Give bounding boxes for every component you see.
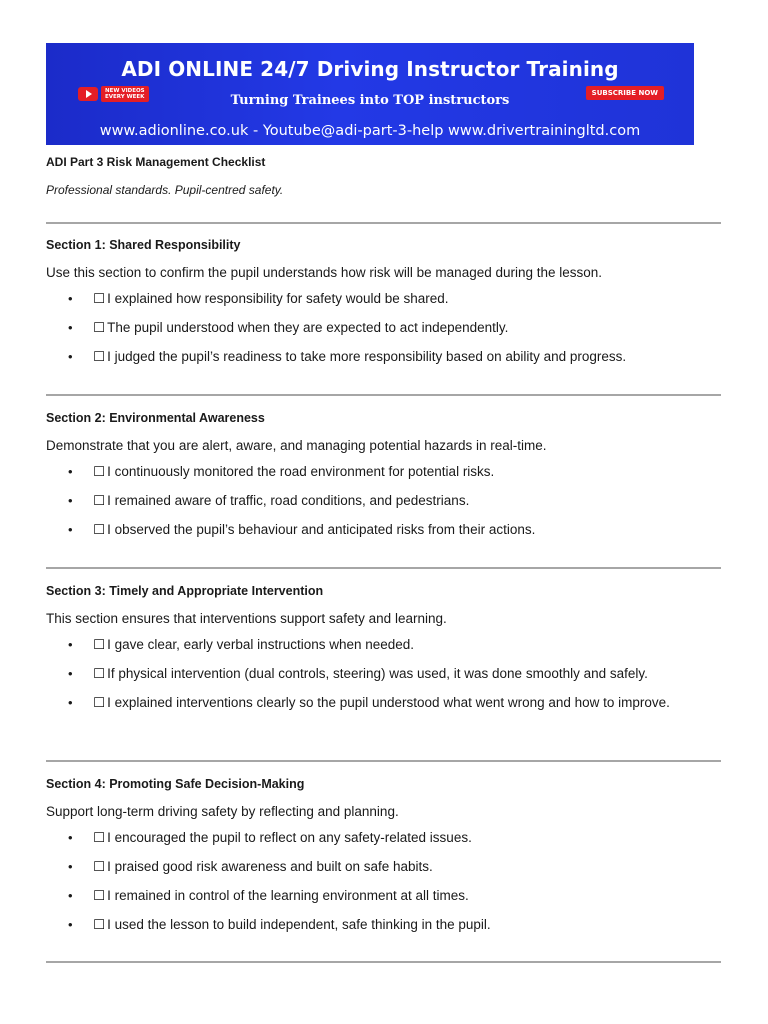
section-4: [46, 777, 721, 944]
item-text: I continuously monitored the road environment for potential risks.: [107, 464, 495, 479]
item-text: I remained in control of the learning environment at all times.: [107, 888, 469, 903]
checkbox-icon[interactable]: ☐: [93, 859, 106, 874]
item-text: I remained aware of traffic, road conditions, and pedestrians.: [107, 493, 470, 508]
section-title: Section 4: Promoting Safe Decision-Making: [46, 777, 305, 791]
list-item: [46, 347, 721, 366]
badge-line-1: NEW VIDEOS: [105, 88, 145, 94]
list-item: [46, 318, 721, 337]
list-item: [46, 491, 721, 510]
section-3: [46, 584, 721, 722]
checklist: [46, 635, 721, 712]
checkbox-icon[interactable]: ☐: [93, 666, 106, 681]
item-text: I observed the pupil’s behaviour and anticipated risks from their actions.: [107, 522, 536, 537]
item-text: I gave clear, early verbal instructions when needed.: [107, 637, 415, 652]
section-1: [46, 238, 721, 376]
item-text: I used the lesson to build independent, safe thinking in the pupil.: [107, 917, 491, 932]
checkbox-icon[interactable]: ☐: [93, 637, 106, 652]
list-item: [46, 915, 721, 934]
section-intro: Use this section to confirm the pupil understands how risk will be managed during the lesson.: [46, 265, 603, 280]
divider: [46, 567, 721, 569]
checklist: [46, 828, 721, 934]
checkbox-icon[interactable]: ☐: [93, 291, 106, 306]
section-intro: Demonstrate that you are alert, aware, and managing potential hazards in real-time.: [46, 438, 547, 453]
list-item: [46, 886, 721, 905]
list-item: [46, 693, 721, 712]
checklist: [46, 462, 721, 539]
checkbox-icon[interactable]: ☐: [93, 695, 106, 710]
checkbox-icon[interactable]: ☐: [93, 830, 106, 845]
list-item: [46, 462, 721, 481]
banner-title: ADI ONLINE 24/7 Driving Instructor Training: [121, 57, 619, 81]
checkbox-icon[interactable]: ☐: [93, 493, 106, 508]
section-2: [46, 411, 721, 549]
item-text: The pupil understood when they are expected to act independently.: [107, 320, 509, 335]
item-text: If physical intervention (dual controls, steering) was used, it was done smoothly and safely.: [107, 666, 648, 681]
list-item: [46, 664, 721, 683]
checkbox-icon[interactable]: ☐: [93, 464, 106, 479]
item-text: I encouraged the pupil to reflect on any safety-related issues.: [107, 830, 472, 845]
checkbox-icon[interactable]: ☐: [93, 320, 106, 335]
list-item: [46, 828, 721, 847]
item-text: I explained interventions clearly so the pupil understood what went wrong and how to improve.: [107, 695, 670, 710]
list-item: [46, 857, 721, 876]
banner-subtitle: Turning Trainees into TOP instructors: [230, 93, 510, 108]
section-intro: Support long-term driving safety by reflecting and planning.: [46, 804, 399, 819]
document-subtitle: Professional standards. Pupil-centred safety.: [46, 183, 284, 197]
subscribe-button[interactable]: SUBSCRIBE NOW: [586, 86, 664, 100]
checkbox-icon[interactable]: ☐: [93, 888, 106, 903]
section-intro: This section ensures that interventions support safety and learning.: [46, 611, 447, 626]
checklist: [46, 289, 721, 366]
header-banner: [46, 43, 694, 145]
document-title: ADI Part 3 Risk Management Checklist: [46, 155, 266, 169]
list-item: [46, 635, 721, 654]
banner-links: www.adionline.co.uk - Youtube@adi-part-3-help www.drivertrainingltd.com: [99, 123, 641, 139]
checkbox-icon[interactable]: ☐: [93, 349, 106, 364]
divider: [46, 961, 721, 963]
divider: [46, 394, 721, 396]
item-text: I explained how responsibility for safety would be shared.: [107, 291, 449, 306]
list-item: [46, 520, 721, 539]
section-title: Section 3: Timely and Appropriate Intervention: [46, 584, 324, 598]
section-title: Section 1: Shared Responsibility: [46, 238, 241, 252]
divider: [46, 222, 721, 224]
divider: [46, 760, 721, 762]
list-item: [46, 289, 721, 308]
item-text: I praised good risk awareness and built on safe habits.: [107, 859, 433, 874]
section-title: Section 2: Environmental Awareness: [46, 411, 265, 425]
checkbox-icon[interactable]: ☐: [93, 917, 106, 932]
item-text: I judged the pupil’s readiness to take more responsibility based on ability and progress.: [107, 349, 627, 364]
checkbox-icon[interactable]: ☐: [93, 522, 106, 537]
badge-line-2: EVERY WEEK: [105, 94, 145, 100]
